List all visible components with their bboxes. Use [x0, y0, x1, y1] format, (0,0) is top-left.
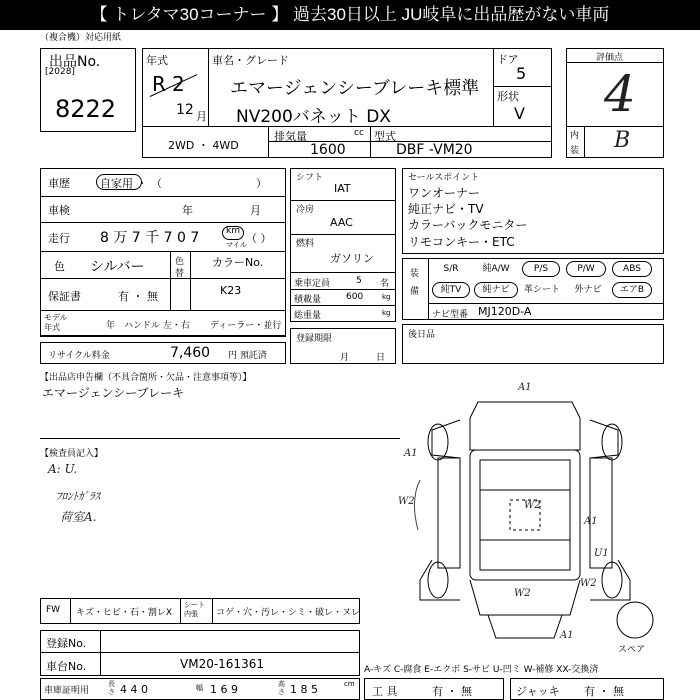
grade-label: 評価点: [596, 53, 624, 63]
doors-label: ドア: [497, 53, 519, 66]
mileage-paren: （ ）: [246, 232, 272, 245]
model-line2: NV200バネット DX: [236, 107, 391, 127]
year-month: 12: [176, 102, 194, 118]
inspection-label: 車検: [48, 204, 70, 217]
car-damage-diagram: [400, 380, 680, 650]
model-year-label-1: モデル: [44, 313, 68, 322]
displacement-value: 1600: [310, 142, 346, 158]
notes-box: [402, 324, 664, 364]
mark-left-w2: W2: [398, 496, 415, 507]
gross-unit: kg: [382, 309, 391, 317]
equipment-label-2: 備: [410, 287, 420, 297]
fw-label: FW: [46, 605, 61, 615]
displacement-label: 排気量: [274, 130, 307, 143]
equip-ext-nav: 外ナビ: [574, 285, 602, 295]
lot-tag: [2028]: [45, 67, 75, 77]
equip-tv: 純TV: [432, 282, 470, 298]
chassis-label: 車台No.: [46, 660, 87, 673]
lot-box: [40, 48, 136, 132]
inspector-line-1: A: U.: [48, 462, 78, 476]
inspection-year-unit: 年: [182, 204, 193, 217]
equip-leather: 革シート: [523, 285, 560, 295]
equip-nav: 純ナビ: [474, 282, 518, 298]
length-label: 長さ: [108, 680, 115, 696]
year-era: R: [152, 72, 166, 96]
width-label: 幅: [196, 684, 203, 692]
type-value: DBF -VM20: [396, 142, 473, 158]
recycle-unit: 円 預託済: [228, 351, 267, 361]
interior-value: B: [614, 128, 631, 153]
mark-front-a1: A1: [518, 382, 532, 393]
banner: 【 トレタマ30コーナー 】 過去30日以上 JU岐阜に出品歴がない車両: [0, 0, 700, 30]
color-change-label-2: 替: [175, 269, 185, 279]
ac-label: 冷房: [296, 205, 315, 215]
handle-options: ハンドル 左・右: [124, 321, 190, 331]
mark-rear-u1: U1: [594, 548, 609, 559]
jack-label: ジャッキ: [516, 685, 560, 698]
equip-abs: ABS: [612, 261, 652, 277]
height-value: 1 8 5: [290, 683, 318, 696]
mark-rear-right-w2: W2: [580, 578, 597, 589]
fuel-label: 燃料: [296, 239, 315, 249]
color-change-label-1: 色: [175, 257, 185, 267]
equip-pw: P/W: [566, 261, 606, 277]
fuel-value: ガソリン: [330, 252, 374, 265]
model-label: 車名・グレード: [212, 54, 289, 67]
color-code: K23: [220, 284, 242, 297]
reg-deadline-day-unit: 日: [376, 353, 386, 363]
warranty-label: 保証書: [48, 290, 81, 303]
reg-deadline-month-unit: 月: [340, 353, 350, 363]
mileage-unit-mile: マイル: [226, 241, 247, 249]
equip-aw: 純A/W: [482, 264, 510, 274]
reg-no-label: 登録No.: [46, 637, 87, 650]
mileage-label: 走行: [48, 232, 70, 245]
doors-value: 5: [516, 64, 527, 83]
capacity-value: 5: [356, 276, 362, 286]
mark-left-a1: A1: [404, 448, 418, 459]
recycle-value: 7,460: [170, 345, 211, 361]
history-close: ）: [256, 177, 267, 190]
model-year-label-2: 年式: [44, 323, 60, 332]
interior-label-2: 装: [570, 146, 580, 156]
sales-point-1: ワンオーナー: [408, 186, 481, 200]
color-code-label: カラーNo.: [212, 256, 264, 269]
recycle-label: リサイクル料金: [48, 351, 110, 361]
shift-label: シフト: [296, 173, 324, 183]
sales-point-3: カラーバックモニター: [408, 218, 528, 232]
inspection-month-unit: 月: [250, 204, 261, 217]
seat-label: シート 内張: [184, 601, 205, 618]
damage-legend: A-キズ C-腐食 E-エクボ S-サビ U-凹ミ W-補修 XX-交換済: [364, 665, 599, 675]
spare-label: スペア: [618, 645, 646, 655]
load-label: 積載量: [294, 295, 322, 305]
inspector-line-3: 荷室A.: [60, 510, 97, 524]
declaration-title: 【出品店申告欄（不具合箇所・欠品・注意事項等）】: [40, 373, 252, 383]
reg-deadline-label: 登録期限: [296, 334, 333, 344]
mileage-unit-km: km: [226, 226, 240, 236]
capacity-unit: 名: [380, 279, 390, 289]
ac-value: AAC: [330, 216, 353, 229]
shape-value: V: [514, 104, 525, 123]
lot-label: 出品No.: [49, 54, 101, 70]
color-label: 色: [54, 260, 65, 273]
certificate-label: 車庫証明用: [44, 686, 90, 696]
dealer-options: ディーラー・並行: [210, 321, 282, 331]
declaration-text: エマージェンシーブレーキ: [42, 386, 185, 400]
tools-value: 有 ・ 無: [432, 685, 472, 698]
sales-point-2: 純正ナビ・TV: [408, 202, 484, 216]
drive-options: 2WD ・ 4WD: [168, 139, 239, 152]
warranty-value: 有 ・ 無: [118, 290, 158, 303]
seat-text: コゲ・穴・汚レ・シミ・破レ・ヌレ: [216, 608, 361, 618]
gross-label: 総重量: [294, 311, 322, 321]
equip-airbag: エアB: [612, 282, 652, 298]
height-label: 高さ: [278, 680, 285, 696]
length-value: 4 4 0: [120, 683, 148, 696]
history-label: 車歴: [48, 177, 70, 190]
model-line1: エマージェンシーブレーキ標準: [230, 78, 480, 99]
jack-value: 有 ・ 無: [584, 685, 624, 698]
model-year-unit: 年: [106, 321, 116, 331]
year-label: 年式: [146, 54, 168, 67]
history-options: 自家用 ・ （: [100, 177, 162, 190]
equip-sr: S/R: [443, 264, 459, 274]
displacement-unit: cc: [354, 128, 364, 138]
grade-value: 4: [604, 65, 636, 123]
year-month-unit: 月: [196, 110, 207, 123]
sales-point-4: リモコンキー・ETC: [408, 235, 515, 249]
chassis-value: VM20-161361: [180, 657, 264, 671]
capacity-label: 乗車定員: [294, 279, 331, 289]
equipment-label-1: 装: [410, 269, 420, 279]
shape-label: 形状: [497, 90, 519, 103]
inspector-title: 【検査員記入】: [40, 449, 104, 459]
nav-model-label: ナビ型番: [432, 310, 469, 320]
dimension-unit: cm: [344, 680, 355, 688]
lot-number: 8222: [55, 95, 117, 123]
nav-model: MJ120D-A: [478, 305, 532, 318]
load-value: 600: [346, 292, 364, 302]
shift-value: IAT: [334, 182, 351, 195]
width-value: 1 6 9: [210, 683, 238, 696]
tools-label: 工 具: [372, 685, 398, 698]
year-value: 2: [172, 72, 185, 96]
mileage-value: 8 万 7 千 7 0 7: [100, 230, 200, 246]
mark-roof-w2: W2: [524, 500, 541, 511]
fw-text: キズ・ヒビ・石・割レX: [76, 608, 172, 618]
load-unit: kg: [382, 293, 391, 301]
sales-points-label: セールスポイント: [408, 173, 480, 183]
color-value: シルバー: [90, 259, 145, 275]
mark-bumper-a1: A1: [560, 630, 574, 641]
mark-right-a1: A1: [584, 516, 598, 527]
type-label: 型式: [374, 130, 396, 143]
equip-ps: P/S: [522, 261, 560, 277]
subhead: （複合機）対応用紙: [40, 33, 122, 43]
mark-rear-left-w2: W2: [514, 588, 531, 599]
interior-label-1: 内: [570, 131, 580, 141]
inspector-line-2: ﾌﾛﾝﾄｶﾞﾗｽ: [56, 490, 100, 503]
notes-label: 後日品: [408, 330, 436, 340]
